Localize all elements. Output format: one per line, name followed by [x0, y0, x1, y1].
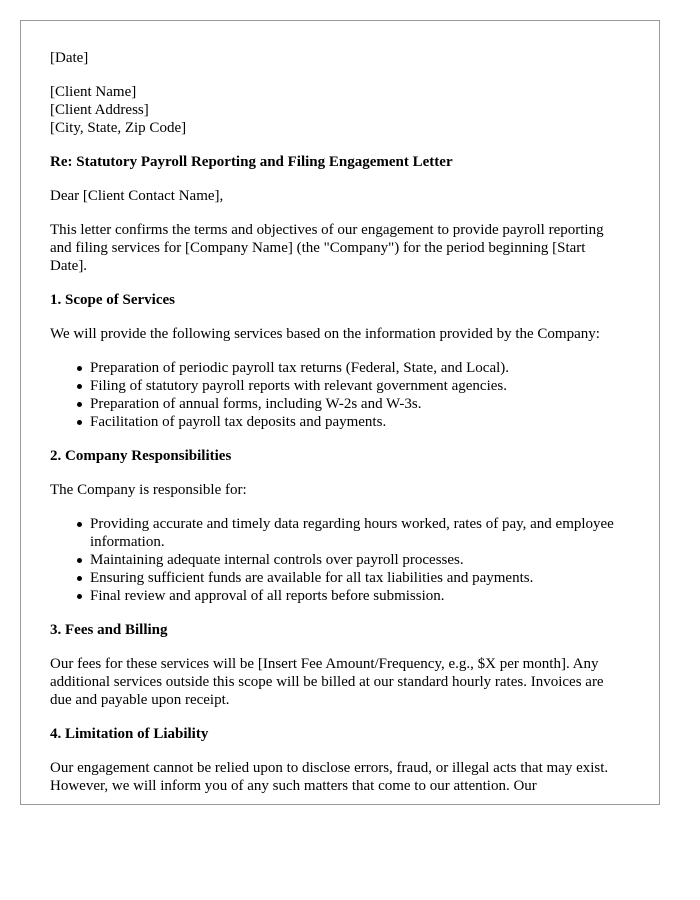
client-name: [Client Name] — [50, 84, 137, 100]
section-responsibilities-lead: The Company is responsible for: — [50, 482, 247, 498]
section-fees-heading: 3. Fees and Billing — [50, 622, 168, 638]
section-fees-body: Our fees for these services will be [Insert Fee Amount/Frequency, e.g., $X per month]. Any additional services outside this scope will be billed at our standard hourly rates. Invoices are due and payable upon receipt. — [50, 656, 604, 708]
letter-date: [Date] — [50, 50, 89, 66]
intro-paragraph: This letter confirms the terms and objectives of our engagement to provide payroll reporting and filing services for [Company Name] (the "Company") for the period beginning [Start Date]. — [50, 222, 604, 274]
section-liability-heading: 4. Limitation of Liability — [50, 726, 209, 742]
list-item: Preparation of annual forms, including W-2s and W-3s. — [90, 395, 620, 413]
list-item: Filing of statutory payroll reports with relevant government agencies. — [90, 377, 620, 395]
list-item: Final review and approval of all reports before submission. — [90, 587, 620, 605]
section-liability-body: Our engagement cannot be relied upon to disclose errors, fraud, or illegal acts that may exist. However, we will inform you of any such matters that come to our attention. Our — [50, 760, 609, 794]
section-responsibilities-heading: 2. Company Responsibilities — [50, 448, 232, 464]
list-item: Facilitation of payroll tax deposits and payments. — [90, 413, 620, 431]
list-item: Ensuring sufficient funds are available for all tax liabilities and payments. — [90, 569, 620, 587]
letter-page — [20, 20, 660, 805]
list-item: Providing accurate and timely data regarding hours worked, rates of pay, and employee information. — [90, 515, 620, 551]
client-address: [Client Address] — [50, 102, 149, 118]
list-item: Maintaining adequate internal controls over payroll processes. — [90, 551, 620, 569]
subject-line: Re: Statutory Payroll Reporting and Filing Engagement Letter — [50, 154, 453, 170]
client-address-block — [50, 83, 620, 137]
letter-body — [50, 49, 620, 805]
section-scope-heading: 1. Scope of Services — [50, 292, 175, 308]
client-city-state-zip: [City, State, Zip Code] — [50, 120, 187, 136]
salutation: Dear [Client Contact Name], — [50, 188, 224, 204]
section-scope-lead: We will provide the following services based on the information provided by the Company: — [50, 326, 600, 342]
list-item: Preparation of periodic payroll tax returns (Federal, State, and Local). — [90, 359, 620, 377]
scope-services-list — [50, 359, 620, 431]
responsibilities-list — [50, 515, 620, 605]
